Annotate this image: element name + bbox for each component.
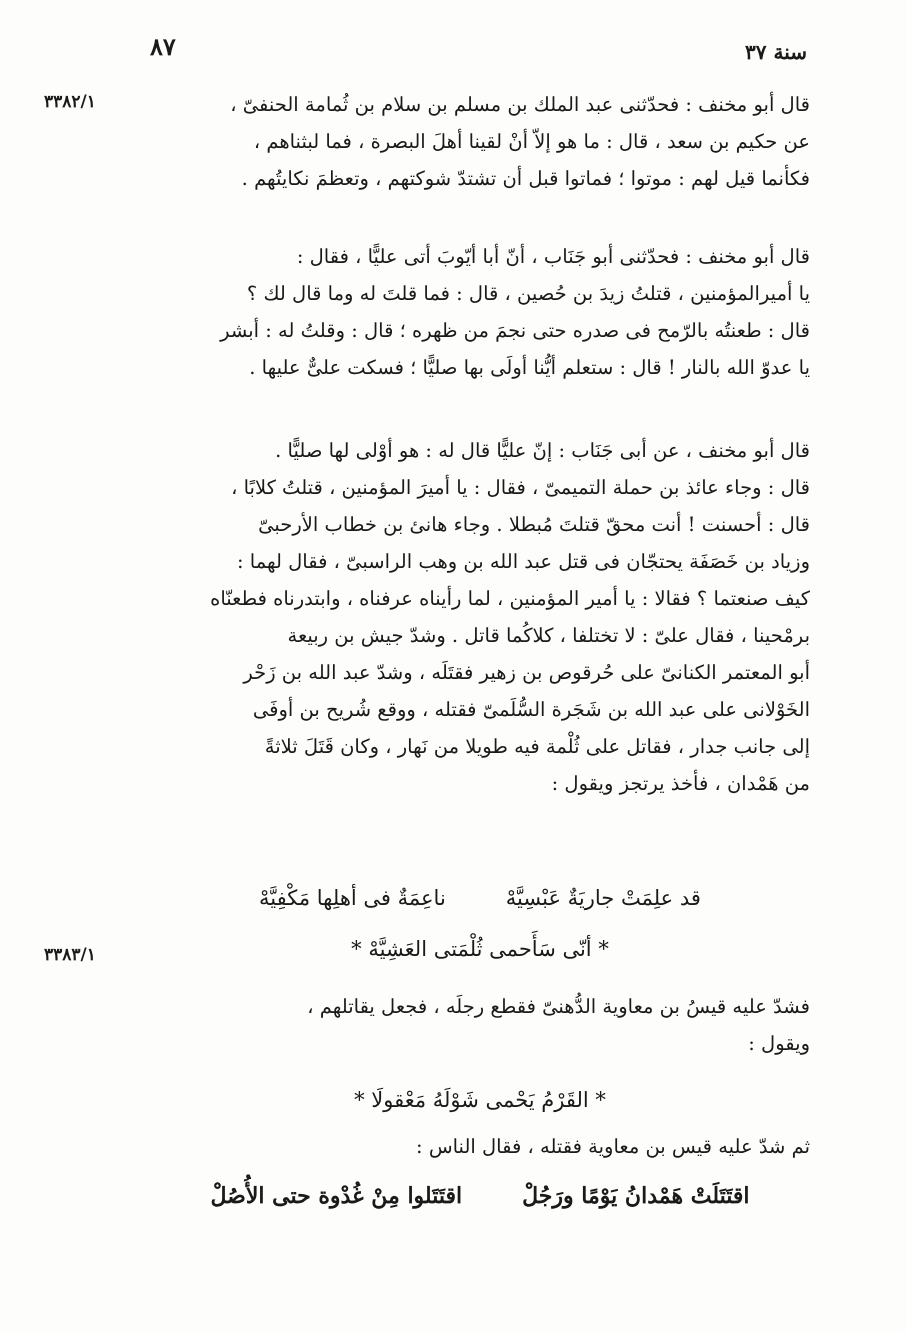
verse-1 <box>150 880 810 968</box>
verse-2 <box>150 1082 810 1119</box>
text-line: الخَوْلانى على عبد الله بن شَجَرة السُّلَمىّ فقتله ، ووقع شُريح بن أوفَى <box>252 698 810 721</box>
running-head-year: سنة ٣٧ <box>745 40 807 64</box>
text-line: ثم شدّ عليه قيس بن معاوية فقتله ، فقال الناس : <box>416 1135 810 1158</box>
text-line: عن حكيم بن سعد ، قال : ما هو إلاّ أنْ لقينا أهلَ البصرة ، فما لبثناهم ، <box>253 130 810 153</box>
text-line: فشدّ عليه قيسُ بن معاوية الدُّهنىّ فقطع رجلَه ، فجعل يقاتلهم ، <box>307 995 810 1018</box>
paragraph-3 <box>150 432 810 802</box>
text-line: وزياد بن خَصَفَة يحتجّان فى قتل عبد الله بن وهب الراسبىّ ، فقال لهما : <box>237 550 810 573</box>
hemistich-left: ناعِمَةٌ فى أهلِها مَكْفِيَّهْ <box>259 886 446 910</box>
verse-line <box>150 1178 810 1215</box>
text-line: قال أبو مخنف ، عن أبى جَنَاب : إنّ عليًّا قال له : هو أوْلى لها صليًّا . <box>275 439 810 462</box>
text-line: إلى جانب جدار ، فقاتل على ثُلْمة فيه طويلا من نَهار ، وكان قَتَلَ ثلاثةً <box>264 735 810 758</box>
verse-line: * أنّى سَأَحمى ثُلْمَتى العَشِيَّهْ * <box>351 937 609 961</box>
margin-reference: ٣٣٨٣/١ <box>44 945 96 965</box>
verse-line: * القَرْمُ يَحْمى شَوْلَهُ مَعْقولَا * <box>354 1088 606 1112</box>
text-line: يا عدوّ الله بالنار ! قال : ستعلم أيُّنا أولَى بها صليًّا ؛ فسكت علىٌّ عليها . <box>249 356 810 379</box>
page-number: ٨٧ <box>150 32 176 61</box>
text-line: قال أبو مخنف : فحدّثنى عبد الملك بن مسلم بن سلام بن ثُمامة الحنفىّ ، <box>230 93 810 116</box>
hemistich-right: قد علِمَتْ جاريَةٌ عَبْسِيَّهْ <box>505 886 701 910</box>
verse-3 <box>150 1178 810 1215</box>
paragraph-1 <box>150 86 810 197</box>
text-line: قال أبو مخنف : فحدّثنى أبو جَنَاب ، أنّ أبا أيّوبَ أتى عليًّا ، فقال : <box>296 245 810 268</box>
text-line: يا أميرالمؤمنين ، قتلتُ زيدَ بن حُصين ، قال : فما قلتَ له وما قال لك ؟ <box>246 282 810 305</box>
hemistich-left: اقتَتَلوا مِنْ غُدْوة حتى الأُصُلْ <box>210 1183 463 1209</box>
text-line: ويقول : <box>748 1032 810 1055</box>
text-line: قال : أحسنت ! أنت محقّ قتلتَ مُبطلا . وجاء هانئ بن خطاب الأرحبىّ <box>258 513 810 536</box>
paragraph-5 <box>150 1128 810 1165</box>
text-line: فكأنما قيل لهم : موتوا ؛ فماتوا قبل أن تشتدّ شوكتهم ، وتعظمَ نكايتُهم . <box>241 167 810 190</box>
hemistich-right: اقتَتَلَتْ هَمْدانُ يَوْمًا ورَجُلْ <box>522 1183 750 1209</box>
text-line: من هَمْدان ، فأخذ يرتجز ويقول : <box>551 772 810 795</box>
text-line: قال : وجاء عائذ بن حملة التميمىّ ، فقال : يا أميرَ المؤمنين ، قتلتُ كلابًا ، <box>231 476 810 499</box>
paragraph-4 <box>150 988 810 1062</box>
text-line: أبو المعتمر الكنانىّ على حُرقوص بن زهير فقتَلَه ، وشدّ عبد الله بن زَحْر <box>243 661 810 684</box>
text-line: كيف صنعتما ؟ فقالا : يا أمير المؤمنين ، لما رأيناه عرفناه ، وابتدرناه فطعنّاه <box>210 587 810 610</box>
text-line: قال : طعنتُه بالرّمح فى صدره حتى نجمَ من ظهره ؛ قال : وقلتُ له : أبشر <box>220 319 810 342</box>
page-header <box>0 30 907 70</box>
verse-line <box>150 880 810 917</box>
paragraph-2 <box>150 238 810 386</box>
text-line: برمْحينا ، فقال علىّ : لا تختلفا ، كلاكُما قاتل . وشدّ جيش بن ربيعة <box>287 624 810 647</box>
margin-reference: ٣٣٨٢/١ <box>44 92 96 112</box>
